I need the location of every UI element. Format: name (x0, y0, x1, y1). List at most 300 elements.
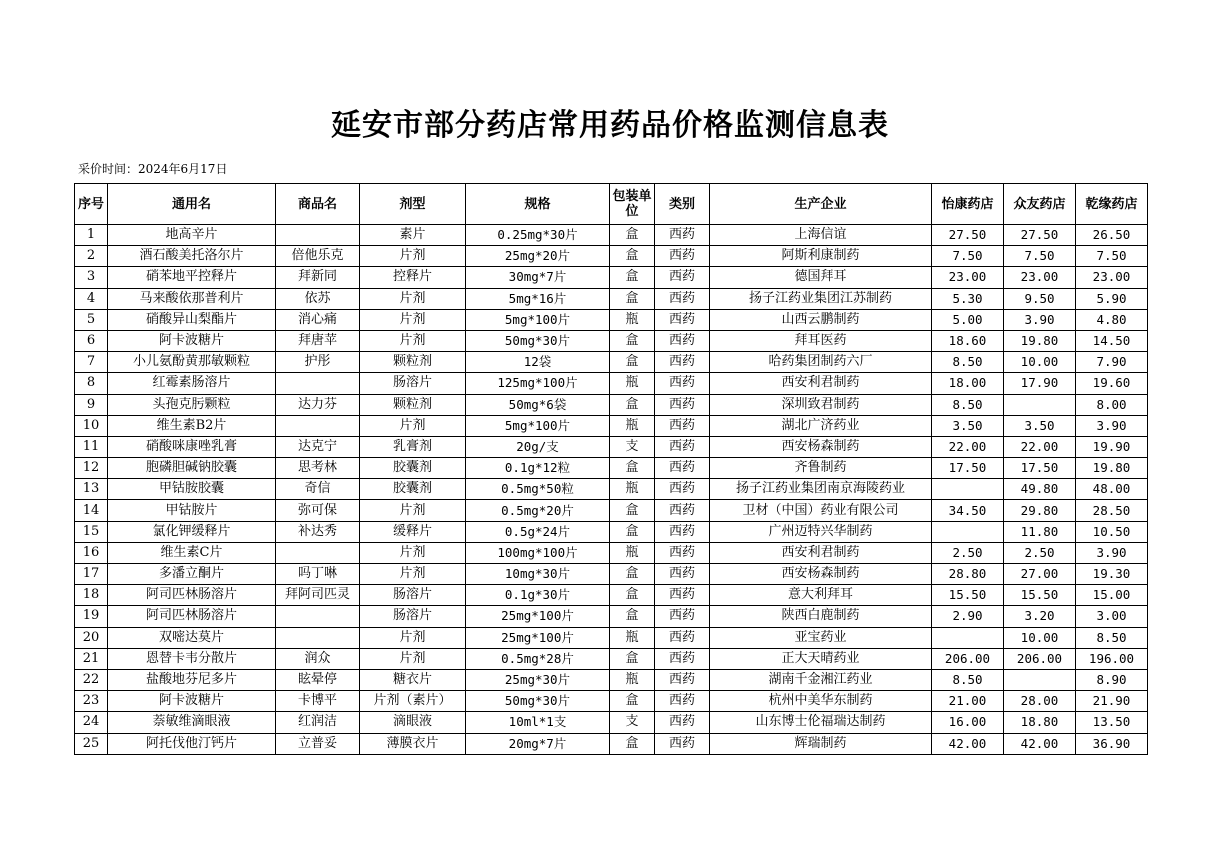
cell-category: 西药 (655, 225, 710, 246)
cell-spec: 50mg*30片 (466, 330, 610, 351)
cell-unit: 瓶 (610, 627, 655, 648)
cell-seq: 13 (75, 479, 108, 500)
cell-manufacturer: 扬子江药业集团南京海陵药业 (710, 479, 932, 500)
table-row (75, 246, 1148, 267)
cell-category: 西药 (655, 352, 710, 373)
cell-store-2-price: 11.80 (1004, 521, 1076, 542)
cell-dosage-form: 控释片 (360, 267, 466, 288)
cell-category: 西药 (655, 585, 710, 606)
cell-store-3-price: 13.50 (1076, 712, 1148, 733)
cell-unit: 盒 (610, 352, 655, 373)
cell-trade-name (276, 415, 360, 436)
cell-dosage-form: 乳膏剂 (360, 436, 466, 457)
cell-manufacturer: 齐鲁制药 (710, 458, 932, 479)
header-spec: 规格 (466, 184, 610, 225)
cell-manufacturer: 西安利君制药 (710, 373, 932, 394)
cell-trade-name: 依苏 (276, 288, 360, 309)
cell-store-3-price: 8.00 (1076, 394, 1148, 415)
collection-date: 采价时间：2024年6月17日 (78, 162, 228, 176)
cell-store-1-price: 17.50 (932, 458, 1004, 479)
cell-trade-name: 思考林 (276, 458, 360, 479)
cell-manufacturer: 湖北广济药业 (710, 415, 932, 436)
cell-store-3-price: 23.00 (1076, 267, 1148, 288)
table-row (75, 521, 1148, 542)
table-row (75, 479, 1148, 500)
cell-manufacturer: 山西云鹏制药 (710, 309, 932, 330)
cell-trade-name (276, 225, 360, 246)
cell-seq: 1 (75, 225, 108, 246)
cell-store-3-price: 26.50 (1076, 225, 1148, 246)
cell-store-1-price (932, 479, 1004, 500)
cell-spec: 25mg*100片 (466, 627, 610, 648)
cell-dosage-form: 片剂 (360, 288, 466, 309)
cell-manufacturer: 上海信谊 (710, 225, 932, 246)
cell-seq: 22 (75, 669, 108, 690)
cell-seq: 6 (75, 330, 108, 351)
cell-unit: 盒 (610, 585, 655, 606)
table-row (75, 288, 1148, 309)
header-trade-name: 商品名 (276, 184, 360, 225)
page-title: 延安市部分药店常用药品价格监测信息表 (331, 108, 889, 143)
cell-category: 西药 (655, 246, 710, 267)
table-row (75, 330, 1148, 351)
cell-generic-name: 多潘立酮片 (108, 564, 276, 585)
cell-manufacturer: 西安利君制药 (710, 542, 932, 563)
cell-unit: 瓶 (610, 309, 655, 330)
cell-dosage-form: 片剂 (360, 500, 466, 521)
cell-store-1-price: 18.00 (932, 373, 1004, 394)
cell-spec: 50mg*30片 (466, 691, 610, 712)
cell-trade-name: 拜唐苹 (276, 330, 360, 351)
cell-spec: 25mg*20片 (466, 246, 610, 267)
cell-store-2-price: 17.90 (1004, 373, 1076, 394)
cell-store-1-price: 16.00 (932, 712, 1004, 733)
table-row (75, 669, 1148, 690)
cell-seq: 14 (75, 500, 108, 521)
cell-category: 西药 (655, 521, 710, 542)
cell-spec: 100mg*100片 (466, 542, 610, 563)
cell-manufacturer: 辉瑞制药 (710, 733, 932, 754)
cell-generic-name: 硝酸异山梨酯片 (108, 309, 276, 330)
cell-spec: 0.1g*30片 (466, 585, 610, 606)
cell-store-3-price: 4.80 (1076, 309, 1148, 330)
cell-category: 西药 (655, 564, 710, 585)
cell-store-1-price: 2.90 (932, 606, 1004, 627)
cell-store-2-price (1004, 394, 1076, 415)
cell-seq: 24 (75, 712, 108, 733)
cell-unit: 瓶 (610, 415, 655, 436)
cell-category: 西药 (655, 500, 710, 521)
cell-store-2-price: 10.00 (1004, 352, 1076, 373)
table-row (75, 648, 1148, 669)
cell-store-3-price: 48.00 (1076, 479, 1148, 500)
cell-manufacturer: 西安杨森制药 (710, 436, 932, 457)
table-row (75, 458, 1148, 479)
cell-unit: 盒 (610, 648, 655, 669)
table-row (75, 436, 1148, 457)
cell-manufacturer: 湖南千金湘江药业 (710, 669, 932, 690)
cell-category: 西药 (655, 648, 710, 669)
cell-trade-name: 达克宁 (276, 436, 360, 457)
cell-unit: 盒 (610, 225, 655, 246)
cell-category: 西药 (655, 669, 710, 690)
cell-trade-name: 拜新同 (276, 267, 360, 288)
cell-unit: 盒 (610, 267, 655, 288)
table-row (75, 352, 1148, 373)
cell-store-2-price: 17.50 (1004, 458, 1076, 479)
cell-seq: 12 (75, 458, 108, 479)
table-row (75, 225, 1148, 246)
cell-trade-name (276, 606, 360, 627)
cell-dosage-form: 滴眼液 (360, 712, 466, 733)
cell-spec: 30mg*7片 (466, 267, 610, 288)
cell-category: 西药 (655, 415, 710, 436)
table-row (75, 394, 1148, 415)
cell-seq: 10 (75, 415, 108, 436)
cell-manufacturer: 深圳致君制药 (710, 394, 932, 415)
cell-manufacturer: 扬子江药业集团江苏制药 (710, 288, 932, 309)
cell-trade-name: 拜阿司匹灵 (276, 585, 360, 606)
cell-store-3-price: 7.90 (1076, 352, 1148, 373)
header-dosage-form: 剂型 (360, 184, 466, 225)
cell-dosage-form: 颗粒剂 (360, 394, 466, 415)
cell-trade-name: 红润洁 (276, 712, 360, 733)
cell-store-2-price: 9.50 (1004, 288, 1076, 309)
cell-category: 西药 (655, 288, 710, 309)
cell-dosage-form: 颗粒剂 (360, 352, 466, 373)
cell-store-2-price: 18.80 (1004, 712, 1076, 733)
cell-store-1-price: 8.50 (932, 352, 1004, 373)
cell-trade-name: 弥可保 (276, 500, 360, 521)
cell-seq: 15 (75, 521, 108, 542)
cell-category: 西药 (655, 712, 710, 733)
cell-store-3-price: 19.60 (1076, 373, 1148, 394)
cell-store-3-price: 14.50 (1076, 330, 1148, 351)
cell-trade-name: 润众 (276, 648, 360, 669)
cell-store-1-price: 3.50 (932, 415, 1004, 436)
cell-unit: 盒 (610, 458, 655, 479)
cell-seq: 3 (75, 267, 108, 288)
cell-store-3-price: 3.00 (1076, 606, 1148, 627)
cell-generic-name: 小儿氨酚黄那敏颗粒 (108, 352, 276, 373)
cell-trade-name: 补达秀 (276, 521, 360, 542)
table-row (75, 585, 1148, 606)
cell-store-2-price: 22.00 (1004, 436, 1076, 457)
cell-seq: 8 (75, 373, 108, 394)
cell-manufacturer: 杭州中美华东制药 (710, 691, 932, 712)
cell-manufacturer: 西安杨森制药 (710, 564, 932, 585)
cell-dosage-form: 糖衣片 (360, 669, 466, 690)
cell-store-3-price: 21.90 (1076, 691, 1148, 712)
cell-spec: 0.5mg*20片 (466, 500, 610, 521)
cell-store-1-price: 42.00 (932, 733, 1004, 754)
cell-category: 西药 (655, 267, 710, 288)
cell-spec: 10ml*1支 (466, 712, 610, 733)
cell-spec: 20mg*7片 (466, 733, 610, 754)
cell-store-1-price: 7.50 (932, 246, 1004, 267)
cell-seq: 9 (75, 394, 108, 415)
cell-unit: 瓶 (610, 542, 655, 563)
table-row (75, 415, 1148, 436)
cell-spec: 20g/支 (466, 436, 610, 457)
cell-dosage-form: 片剂 (360, 309, 466, 330)
cell-dosage-form: 片剂 (360, 542, 466, 563)
cell-store-1-price: 5.00 (932, 309, 1004, 330)
cell-category: 西药 (655, 309, 710, 330)
cell-trade-name: 立普妥 (276, 733, 360, 754)
cell-seq: 4 (75, 288, 108, 309)
cell-manufacturer: 拜耳医药 (710, 330, 932, 351)
cell-unit: 盒 (610, 394, 655, 415)
cell-store-1-price: 2.50 (932, 542, 1004, 563)
cell-store-3-price: 3.90 (1076, 542, 1148, 563)
table-row (75, 373, 1148, 394)
cell-seq: 17 (75, 564, 108, 585)
cell-category: 西药 (655, 733, 710, 754)
cell-generic-name: 盐酸地芬尼多片 (108, 669, 276, 690)
cell-category: 西药 (655, 606, 710, 627)
cell-trade-name: 倍他乐克 (276, 246, 360, 267)
cell-dosage-form: 片剂 (360, 330, 466, 351)
cell-generic-name: 头孢克肟颗粒 (108, 394, 276, 415)
cell-store-3-price: 7.50 (1076, 246, 1148, 267)
cell-manufacturer: 卫材（中国）药业有限公司 (710, 500, 932, 521)
cell-spec: 10mg*30片 (466, 564, 610, 585)
cell-store-2-price: 28.00 (1004, 691, 1076, 712)
cell-category: 西药 (655, 479, 710, 500)
cell-store-2-price: 3.20 (1004, 606, 1076, 627)
cell-spec: 0.5mg*50粒 (466, 479, 610, 500)
table-row (75, 627, 1148, 648)
cell-manufacturer: 陕西白鹿制药 (710, 606, 932, 627)
cell-spec: 5mg*100片 (466, 309, 610, 330)
cell-store-1-price: 18.60 (932, 330, 1004, 351)
cell-unit: 支 (610, 436, 655, 457)
header-category: 类别 (655, 184, 710, 225)
table-row (75, 564, 1148, 585)
cell-store-3-price: 19.90 (1076, 436, 1148, 457)
cell-dosage-form: 素片 (360, 225, 466, 246)
cell-trade-name: 卡博平 (276, 691, 360, 712)
cell-dosage-form: 肠溶片 (360, 585, 466, 606)
cell-generic-name: 红霉素肠溶片 (108, 373, 276, 394)
cell-category: 西药 (655, 542, 710, 563)
cell-spec: 5mg*16片 (466, 288, 610, 309)
cell-dosage-form: 薄膜衣片 (360, 733, 466, 754)
cell-unit: 盒 (610, 691, 655, 712)
cell-store-1-price: 206.00 (932, 648, 1004, 669)
cell-unit: 盒 (610, 733, 655, 754)
cell-trade-name: 达力芬 (276, 394, 360, 415)
cell-spec: 0.1g*12粒 (466, 458, 610, 479)
cell-dosage-form: 片剂 (360, 564, 466, 585)
header-store-1: 怡康药店 (932, 184, 1004, 225)
cell-unit: 盒 (610, 521, 655, 542)
cell-store-3-price: 196.00 (1076, 648, 1148, 669)
table-row (75, 691, 1148, 712)
cell-store-2-price: 15.50 (1004, 585, 1076, 606)
cell-store-3-price: 19.80 (1076, 458, 1148, 479)
cell-category: 西药 (655, 627, 710, 648)
cell-generic-name: 阿卡波糖片 (108, 330, 276, 351)
cell-unit: 盒 (610, 606, 655, 627)
cell-store-1-price: 27.50 (932, 225, 1004, 246)
cell-store-3-price: 15.00 (1076, 585, 1148, 606)
cell-store-1-price (932, 627, 1004, 648)
cell-seq: 7 (75, 352, 108, 373)
cell-spec: 5mg*100片 (466, 415, 610, 436)
cell-manufacturer: 意大利拜耳 (710, 585, 932, 606)
cell-store-3-price: 28.50 (1076, 500, 1148, 521)
cell-unit: 盒 (610, 330, 655, 351)
cell-seq: 11 (75, 436, 108, 457)
cell-dosage-form: 片剂 (360, 246, 466, 267)
cell-store-3-price: 8.90 (1076, 669, 1148, 690)
table-row (75, 733, 1148, 754)
cell-store-1-price (932, 521, 1004, 542)
cell-store-1-price: 5.30 (932, 288, 1004, 309)
cell-spec: 50mg*6袋 (466, 394, 610, 415)
table-row (75, 500, 1148, 521)
cell-seq: 2 (75, 246, 108, 267)
cell-dosage-form: 肠溶片 (360, 373, 466, 394)
cell-store-2-price: 3.90 (1004, 309, 1076, 330)
cell-seq: 21 (75, 648, 108, 669)
cell-spec: 12袋 (466, 352, 610, 373)
cell-seq: 16 (75, 542, 108, 563)
cell-unit: 盒 (610, 500, 655, 521)
cell-generic-name: 地高辛片 (108, 225, 276, 246)
cell-dosage-form: 胶囊剂 (360, 458, 466, 479)
cell-trade-name (276, 542, 360, 563)
cell-generic-name: 双嘧达莫片 (108, 627, 276, 648)
header-unit: 包装单位 (610, 184, 655, 225)
cell-generic-name: 硝酸咪康唑乳膏 (108, 436, 276, 457)
cell-store-2-price: 29.80 (1004, 500, 1076, 521)
cell-category: 西药 (655, 458, 710, 479)
cell-store-2-price: 23.00 (1004, 267, 1076, 288)
header-row (75, 184, 1148, 225)
cell-store-2-price: 2.50 (1004, 542, 1076, 563)
cell-dosage-form: 缓释片 (360, 521, 466, 542)
cell-store-1-price: 23.00 (932, 267, 1004, 288)
cell-dosage-form: 片剂 (360, 648, 466, 669)
cell-store-2-price: 7.50 (1004, 246, 1076, 267)
cell-generic-name: 萘敏维滴眼液 (108, 712, 276, 733)
cell-store-2-price (1004, 669, 1076, 690)
table-row (75, 309, 1148, 330)
cell-category: 西药 (655, 330, 710, 351)
cell-generic-name: 甲钴胺片 (108, 500, 276, 521)
cell-store-2-price: 3.50 (1004, 415, 1076, 436)
cell-unit: 瓶 (610, 669, 655, 690)
cell-unit: 瓶 (610, 373, 655, 394)
cell-store-3-price: 36.90 (1076, 733, 1148, 754)
cell-trade-name: 消心痛 (276, 309, 360, 330)
header-manufacturer: 生产企业 (710, 184, 932, 225)
cell-store-2-price: 19.80 (1004, 330, 1076, 351)
cell-manufacturer: 广州迈特兴华制药 (710, 521, 932, 542)
cell-generic-name: 马来酸依那普利片 (108, 288, 276, 309)
cell-store-3-price: 3.90 (1076, 415, 1148, 436)
table-row (75, 267, 1148, 288)
cell-seq: 20 (75, 627, 108, 648)
cell-store-1-price: 8.50 (932, 394, 1004, 415)
cell-manufacturer: 山东博士伦福瑞达制药 (710, 712, 932, 733)
cell-store-1-price: 8.50 (932, 669, 1004, 690)
cell-spec: 125mg*100片 (466, 373, 610, 394)
table-row (75, 606, 1148, 627)
cell-unit: 瓶 (610, 479, 655, 500)
cell-dosage-form: 胶囊剂 (360, 479, 466, 500)
cell-store-1-price: 28.80 (932, 564, 1004, 585)
cell-seq: 18 (75, 585, 108, 606)
cell-store-2-price: 27.00 (1004, 564, 1076, 585)
cell-trade-name (276, 627, 360, 648)
cell-store-2-price: 27.50 (1004, 225, 1076, 246)
cell-generic-name: 氯化钾缓释片 (108, 521, 276, 542)
cell-spec: 25mg*100片 (466, 606, 610, 627)
cell-category: 西药 (655, 394, 710, 415)
header-store-2: 众友药店 (1004, 184, 1076, 225)
cell-spec: 0.25mg*30片 (466, 225, 610, 246)
cell-dosage-form: 片剂（素片） (360, 691, 466, 712)
cell-store-2-price: 10.00 (1004, 627, 1076, 648)
price-table (74, 183, 1148, 755)
cell-generic-name: 硝苯地平控释片 (108, 267, 276, 288)
table-row (75, 712, 1148, 733)
header-generic-name: 通用名 (108, 184, 276, 225)
cell-unit: 盒 (610, 564, 655, 585)
cell-category: 西药 (655, 373, 710, 394)
cell-store-2-price: 206.00 (1004, 648, 1076, 669)
cell-spec: 0.5g*24片 (466, 521, 610, 542)
cell-dosage-form: 片剂 (360, 415, 466, 436)
table-row (75, 542, 1148, 563)
cell-category: 西药 (655, 691, 710, 712)
cell-store-3-price: 8.50 (1076, 627, 1148, 648)
cell-unit: 支 (610, 712, 655, 733)
cell-category: 西药 (655, 436, 710, 457)
cell-seq: 19 (75, 606, 108, 627)
cell-spec: 25mg*30片 (466, 669, 610, 690)
cell-trade-name (276, 373, 360, 394)
cell-dosage-form: 肠溶片 (360, 606, 466, 627)
cell-manufacturer: 亚宝药业 (710, 627, 932, 648)
cell-manufacturer: 哈药集团制药六厂 (710, 352, 932, 373)
cell-manufacturer: 阿斯利康制药 (710, 246, 932, 267)
cell-trade-name: 护彤 (276, 352, 360, 373)
cell-store-1-price: 21.00 (932, 691, 1004, 712)
cell-seq: 5 (75, 309, 108, 330)
cell-generic-name: 恩替卡韦分散片 (108, 648, 276, 669)
cell-generic-name: 胞磷胆碱钠胶囊 (108, 458, 276, 479)
cell-store-1-price: 22.00 (932, 436, 1004, 457)
cell-store-1-price: 15.50 (932, 585, 1004, 606)
cell-generic-name: 维生素C片 (108, 542, 276, 563)
cell-spec: 0.5mg*28片 (466, 648, 610, 669)
cell-store-1-price: 34.50 (932, 500, 1004, 521)
cell-store-2-price: 49.80 (1004, 479, 1076, 500)
cell-generic-name: 阿司匹林肠溶片 (108, 585, 276, 606)
cell-store-3-price: 10.50 (1076, 521, 1148, 542)
cell-trade-name: 奇信 (276, 479, 360, 500)
cell-generic-name: 阿托伐他汀钙片 (108, 733, 276, 754)
cell-unit: 盒 (610, 246, 655, 267)
cell-generic-name: 维生素B2片 (108, 415, 276, 436)
cell-dosage-form: 片剂 (360, 627, 466, 648)
cell-store-3-price: 19.30 (1076, 564, 1148, 585)
